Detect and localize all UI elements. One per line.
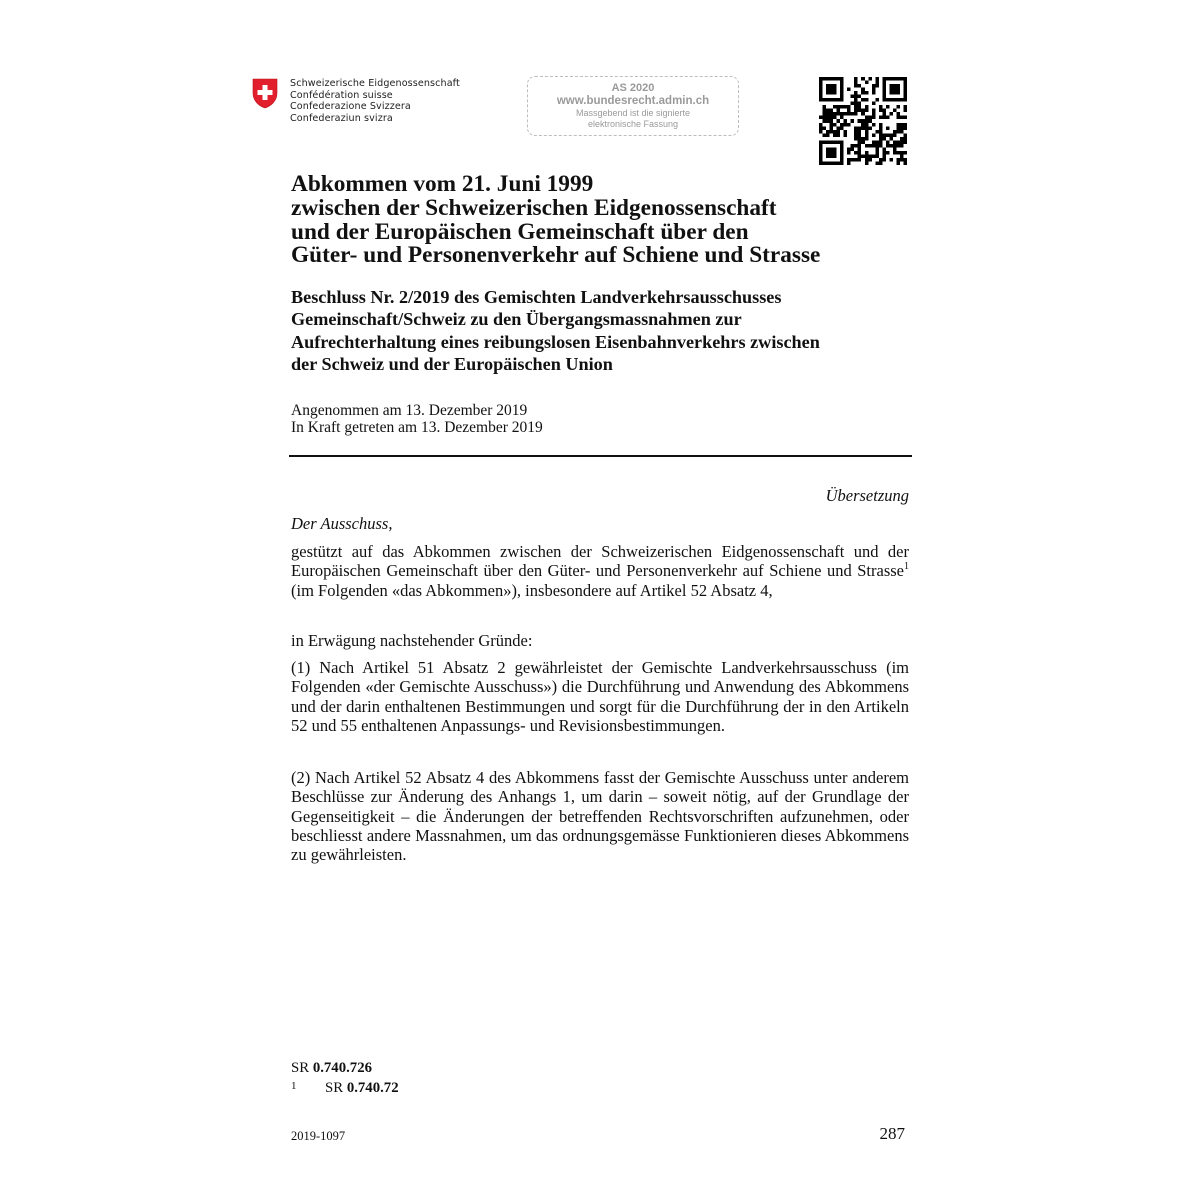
org-line-rm: Confederaziun svizra <box>290 112 393 124</box>
preamble-text: gestützt auf das Abkommen zwischen der Schweizerischen Eidgenossenschaft und der Europäischen Gemeinschaft über den Güter- und Personenverkehr auf Schiene und Strasse <box>291 542 909 581</box>
footnote <box>291 1080 399 1097</box>
document-number: 2019-1097 <box>291 1129 346 1143</box>
subtitle-line: Aufrechterhaltung eines reibungslosen Eisenbahnverkehrs zwischen <box>291 331 820 352</box>
issuing-authority <box>290 78 460 124</box>
footnote-prefix: SR <box>325 1080 347 1096</box>
page-number: 287 <box>879 1124 905 1143</box>
sr-reference <box>291 1060 372 1077</box>
title-line: Abkommen vom 21. Juni 1999 <box>291 171 594 197</box>
recital-1: (1) Nach Artikel 51 Absatz 2 gewährleistet der Gemischte Landverkehrsausschuss (im Folgenden «der Gemischte Ausschuss») die Durchführung und Anwendung des Abkommens und der darin enthaltenen Bestimmungen und sorgt für die Durchführung der in den Artikeln 52 und 55 enthaltenen Anpassungs- und Revisionsbestimmungen. <box>291 658 909 735</box>
footnote-number: 1 <box>291 1080 297 1092</box>
dates-block <box>291 403 543 436</box>
translation-label: Übersetzung <box>825 486 909 505</box>
document-title <box>291 173 820 268</box>
org-line-fr: Confédération suisse <box>290 89 393 101</box>
in-force-date: In Kraft getreten am 13. Dezember 2019 <box>291 418 543 436</box>
recitals-intro: in Erwägung nachstehender Gründe: <box>291 631 533 650</box>
stamp-url[interactable]: www.bundesrecht.admin.ch <box>556 95 710 107</box>
recital-2: (2) Nach Artikel 52 Absatz 4 des Abkommens fasst der Gemischte Ausschuss unter anderem Beschlüsse zur Änderung des Anhangs 1, um darin – soweit nötig, auf der Grundlage der Gegenseitigkeit – die Änderungen der betreffenden Rechtsvorschriften aufzunehmen, oder beschliesst andere Massnahmen, um das ordnungsgemässe Funktionieren dieses Abkommens zu gewährleisten. <box>291 768 909 865</box>
stamp-collection: AS 2020 <box>611 82 655 94</box>
org-line-it: Confederazione Svizzera <box>290 101 411 113</box>
publication-stamp <box>527 76 739 136</box>
adopted-date: Angenommen am 13. Dezember 2019 <box>291 402 528 419</box>
swiss-crest-icon <box>252 78 278 109</box>
org-line-de: Schweizerische Eidgenossenschaft <box>290 78 460 89</box>
subtitle-line: der Schweiz und der Europäischen Union <box>291 353 613 374</box>
footnote-sr-number: 0.740.72 <box>346 1080 399 1096</box>
subtitle-line: Beschluss Nr. 2/2019 des Gemischten Landverkehrsausschusses <box>291 287 782 307</box>
sr-number: 0.740.726 <box>312 1060 372 1076</box>
stamp-note-1: Massgebend ist die signierte <box>575 108 691 118</box>
preamble-text-cont: (im Folgenden «das Abkommen»), insbesondere auf Artikel 52 Absatz 4, <box>291 580 773 600</box>
title-divider <box>289 455 912 457</box>
sr-prefix: SR <box>291 1060 313 1076</box>
title-line: und der Europäischen Gemeinschaft über den <box>291 218 749 245</box>
footnote-ref[interactable]: 1 <box>904 560 909 572</box>
decision-title <box>291 286 820 375</box>
preamble-paragraph <box>291 542 909 600</box>
title-line: Güter- und Personenverkehr auf Schiene und Strasse <box>291 242 821 269</box>
committee-intro: Der Ausschuss, <box>291 514 393 533</box>
subtitle-line: Gemeinschaft/Schweiz zu den Übergangsmassnahmen zur <box>291 309 742 330</box>
stamp-note-2: elektronische Fassung <box>587 119 679 129</box>
qr-code-icon <box>819 77 907 165</box>
title-line: zwischen der Schweizerischen Eidgenossenschaft <box>291 194 777 221</box>
